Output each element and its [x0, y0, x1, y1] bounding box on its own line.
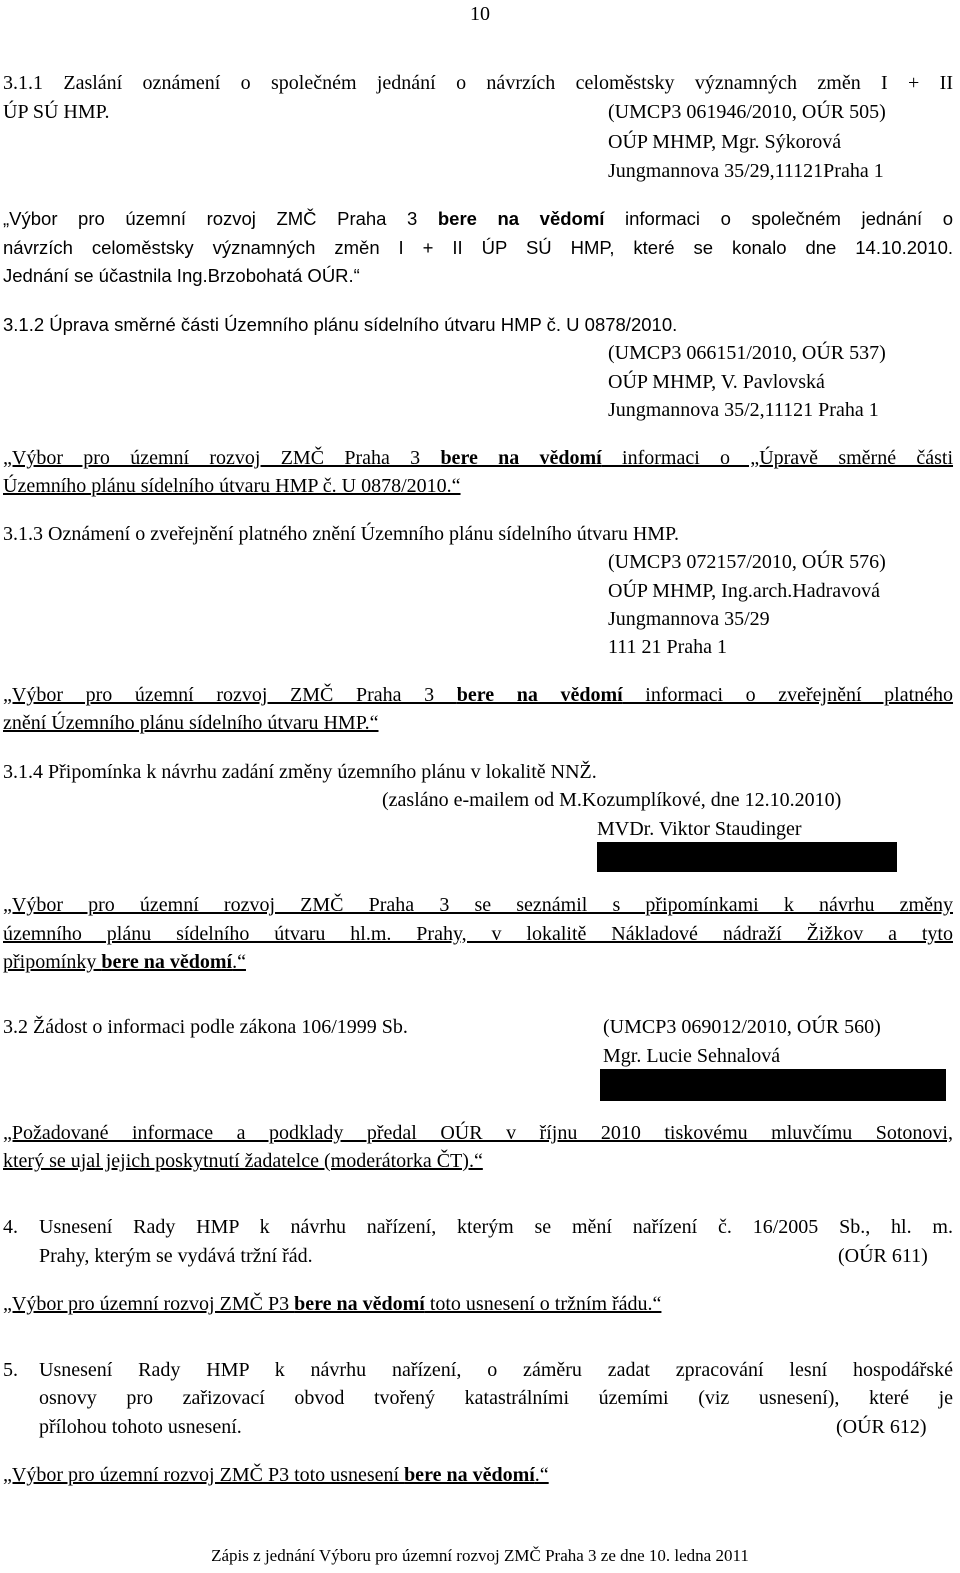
resolution-bold: bere na vědomí: [437, 208, 605, 229]
resolution-text: toto usnesení o tržním řádu.“: [424, 1293, 662, 1315]
page-number: 10: [470, 3, 490, 25]
section-3-1-1-heading-line1: 3.1.1 Zaslání oznámení o společném jednání o návrzích celoměstsky významných změn I + II: [3, 72, 953, 94]
redaction-bar: [597, 842, 897, 872]
section-3-2-resolution-line1: „Požadované informace a podklady předal OÚR v říjnu 2010 tiskovému mluvčímu Sotonovi,: [3, 1122, 953, 1144]
section-3-1-2-reference: (UMCP3 066151/2010, OÚR 537): [608, 342, 886, 364]
section-5-line3: přílohou tohoto usnesení.: [39, 1416, 242, 1438]
section-3-1-1-resolution-line1: [3, 207, 953, 231]
section-3-1-2-address-line1: OÚP MHMP, V. Pavlovská: [608, 371, 825, 393]
section-3-1-4-resolution-line3: [3, 950, 246, 974]
page-footer: Zápis z jednání Výboru pro územní rozvoj ZMČ Praha 3 ze dne 10. ledna 2011: [211, 1546, 749, 1565]
section-3-1-1-resolution-line3: Jednání se účastnila Ing.Brzobohatá OÚR.“: [3, 265, 360, 286]
section-3-1-2-heading: 3.1.2 Úprava směrné části Územního plánu sídelního útvaru HMP č. U 0878/2010.: [3, 314, 678, 335]
resolution-bold: bere na vědomí: [440, 447, 602, 469]
redaction-bar: [600, 1069, 946, 1101]
resolution-text: informaci o „Úpravě směrné části: [601, 447, 954, 469]
section-3-1-1-heading-line2: ÚP SÚ HMP.: [3, 101, 110, 123]
section-3-1-3-resolution-line2: znění Územního plánu sídelního útvaru HMP.“: [3, 712, 379, 734]
section-4-line1: Usnesení Rady HMP k návrhu nařízení, kterým se mění nařízení č. 16/2005 Sb., hl. m.: [39, 1216, 953, 1238]
section-3-2-address-line1: Mgr. Lucie Sehnalová: [603, 1045, 781, 1067]
resolution-bold: bere na vědomí: [101, 951, 233, 973]
section-3-2-reference: (UMCP3 069012/2010, OÚR 560): [603, 1016, 881, 1038]
resolution-text: „Výbor pro územní rozvoj ZMČ P3 toto usnesení: [3, 1464, 405, 1486]
section-3-1-3-heading: 3.1.3 Oznámení o zveřejnění platného znění Územního plánu sídelního útvaru HMP.: [3, 523, 679, 545]
section-5-reference: (OÚR 612): [836, 1416, 927, 1438]
resolution-text: .“: [232, 951, 246, 973]
section-3-1-1-resolution-line2: návrzích celoměstsky významných změn I + II ÚP SÚ HMP, které se konalo dne 14.10.2010.: [3, 237, 953, 258]
section-3-1-3-address-line3: 111 21 Praha 1: [608, 636, 728, 658]
section-5-line1: Usnesení Rady HMP k návrhu nařízení, o záměru zadat zpracování lesní hospodářské: [39, 1359, 953, 1381]
section-4-line2: Prahy, kterým se vydává tržní řád.: [39, 1245, 313, 1267]
resolution-text: „Výbor pro územní rozvoj ZMČ Praha 3: [3, 208, 438, 229]
section-4-number: 4.: [3, 1216, 18, 1238]
resolution-bold: bere na vědomí: [404, 1464, 535, 1486]
resolution-text: „Výbor pro územní rozvoj ZMČ P3: [3, 1293, 295, 1315]
resolution-text: .“: [534, 1464, 549, 1486]
section-3-1-2-resolution-line1: [3, 446, 953, 470]
section-3-1-2-address-line2: Jungmannova 35/2,11121 Praha 1: [608, 399, 879, 421]
section-5-resolution: [3, 1463, 549, 1487]
section-3-1-3-address-line1: OÚP MHMP, Ing.arch.Hadravová: [608, 580, 880, 602]
section-3-2-resolution-line2: který se ujal jejich poskytnutí žadatelce (moderátorka ČT).“: [3, 1150, 483, 1172]
section-3-1-3-address-line2: Jungmannova 35/29: [608, 608, 770, 630]
resolution-bold: bere na vědomí: [456, 684, 623, 706]
section-3-1-1-reference: (UMCP3 061946/2010, OÚR 505): [608, 101, 886, 123]
section-3-2-heading: 3.2 Žádost o informaci podle zákona 106/1999 Sb.: [3, 1016, 408, 1038]
section-3-1-4-heading: 3.1.4 Připomínka k návrhu zadání změny územního plánu v lokalitě NNŽ.: [3, 761, 597, 783]
resolution-bold: bere na vědomí: [294, 1293, 425, 1315]
section-4-reference: (OÚR 611): [838, 1245, 928, 1267]
section-3-1-4-reference: (zasláno e-mailem od M.Kozumplíkové, dne 12.10.2010): [382, 789, 842, 811]
section-3-1-4-resolution-line2: územního plánu sídelního útvaru hl.m. Prahy, v lokalitě Nákladové nádraží Žižkov a tyto: [3, 923, 953, 945]
resolution-text: „Výbor pro územní rozvoj ZMČ Praha 3: [3, 684, 457, 706]
section-5-line2: osnovy pro zařizovací obvod tvořený katastrálními územími (viz usnesení), které je: [39, 1387, 953, 1409]
section-3-1-2-resolution-line2: Územního plánu sídelního útvaru HMP č. U 0878/2010.“: [3, 475, 461, 497]
section-3-1-3-reference: (UMCP3 072157/2010, OÚR 576): [608, 551, 886, 573]
section-3-1-1-address-line1: OÚP MHMP, Mgr. Sýkorová: [608, 131, 842, 153]
section-5-number: 5.: [3, 1359, 18, 1381]
resolution-text: informaci o zveřejnění platného: [622, 684, 954, 706]
section-3-1-1-address-line2: Jungmannova 35/29,11121Praha 1: [608, 160, 884, 182]
resolution-text: „Výbor pro územní rozvoj ZMČ Praha 3: [3, 447, 441, 469]
section-4-resolution: [3, 1292, 661, 1316]
section-3-1-4-resolution-line1: „Výbor pro územní rozvoj ZMČ Praha 3 se seznámil s připomínkami k návrhu změny: [3, 894, 953, 916]
resolution-text: informaci o společném jednání o: [604, 208, 954, 229]
section-3-1-3-resolution-line1: [3, 683, 953, 707]
section-3-1-4-address-line1: MVDr. Viktor Staudinger: [597, 818, 802, 840]
resolution-text: připomínky: [3, 951, 102, 973]
